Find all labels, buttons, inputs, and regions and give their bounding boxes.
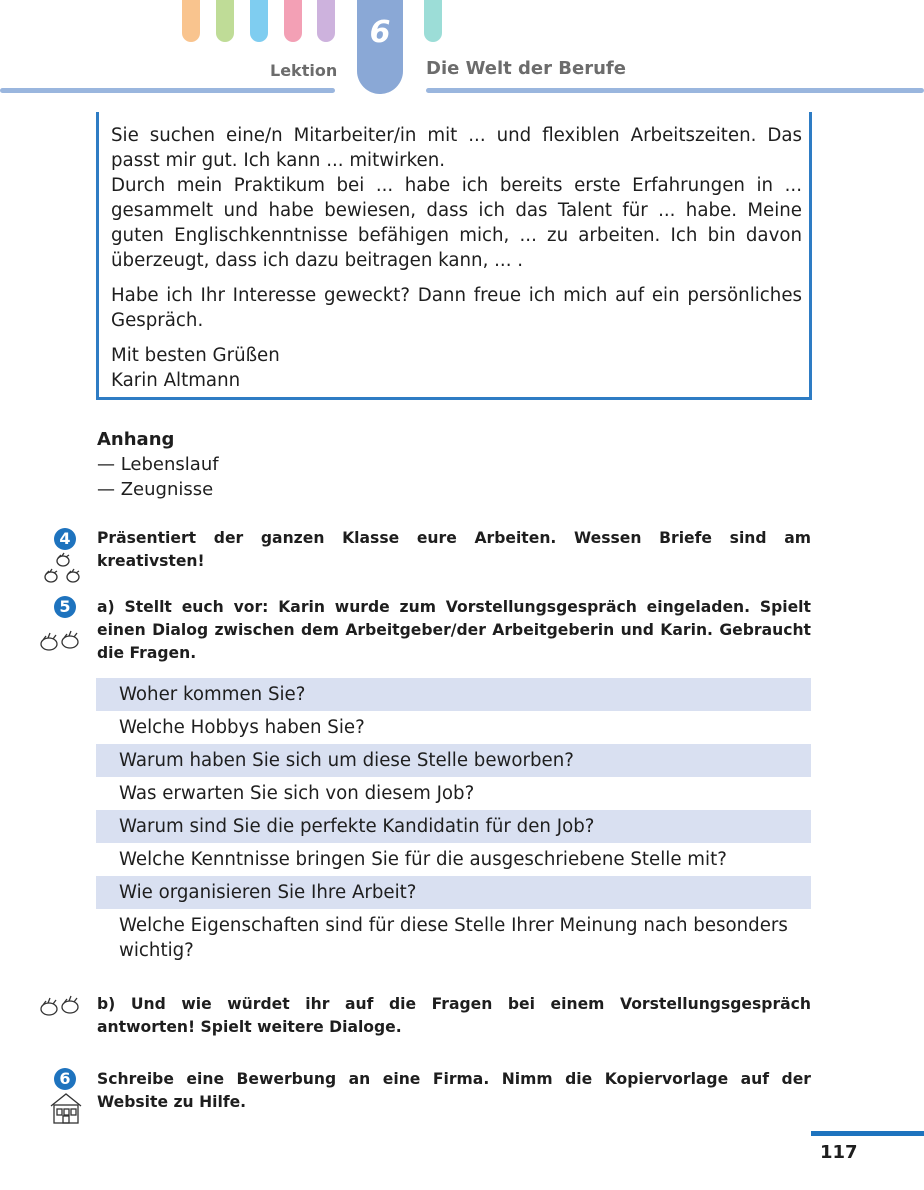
question-row: Warum sind Sie die perfekte Kandidatin für den Job?: [96, 810, 811, 843]
footer-rule: [811, 1131, 924, 1136]
color-tab: [216, 0, 234, 42]
question-row: Woher kommen Sie?: [96, 678, 811, 711]
exercise-number-badge: 6: [54, 1068, 76, 1090]
lesson-label: Lektion: [270, 61, 338, 80]
question-row: Wie organisieren Sie Ihre Arbeit?: [96, 876, 811, 909]
attachments: [97, 427, 219, 502]
letter-closing: Mit besten Grüßen: [111, 345, 280, 366]
exercise-5b-text: b) Und wie würdet ihr auf die Fragen bei einem Vorstellungsgespräch antworten! Spielt weitere Dialoge.: [97, 995, 811, 1036]
pair-work-icon: [38, 995, 82, 1019]
question-row: Welche Kenntnisse bringen Sie für die ausgeschriebene Stelle mit?: [119, 849, 727, 870]
attachments-title: Anhang: [97, 429, 175, 450]
letter-signature: Karin Altmann: [111, 370, 241, 391]
attachment-item: — Lebenslauf: [97, 454, 219, 475]
color-tab: [317, 0, 335, 42]
header-rule-left: [0, 88, 335, 93]
color-tab: [250, 0, 268, 42]
question-row: Welche Eigenschaften sind für diese Stelle Ihrer Meinung nach besonders wichtig?: [119, 915, 788, 961]
question-row: Warum haben Sie sich um diese Stelle beworben?: [96, 744, 811, 777]
question-row: Was erwarten Sie sich von diesem Job?: [119, 783, 475, 804]
chapter-title: Die Welt der Berufe: [426, 58, 626, 79]
exercise-6-text: Schreibe eine Bewerbung an eine Firma. Nimm die Kopiervorlage auf der Website zu Hilfe.: [97, 1070, 811, 1111]
pair-work-icon: [38, 630, 82, 654]
attachment-item: — Zeugnisse: [97, 479, 214, 500]
exercise-4-text: Präsentiert der ganzen Klasse eure Arbeiten. Wessen Briefe sind am kreativsten!: [97, 529, 811, 570]
header-rule-right: [426, 88, 924, 93]
color-tab: [284, 0, 302, 42]
letter-paragraph: Durch mein Praktikum bei ... habe ich bereits erste Erfahrungen in ... gesammelt und habe bewiesen, dass ich das Talent für ... habe. Meine guten Englischkenntnisse befähigen mich, ... zu arbeiten. Ich bin davon überzeugt, dass ich dazu beitragen kann, ... .: [111, 175, 802, 271]
color-tab: [182, 0, 200, 42]
letter-paragraph: Habe ich Ihr Interesse geweckt? Dann freue ich mich auf ein persönliches Gespräch.: [111, 285, 802, 331]
color-tab: [424, 0, 442, 42]
lesson-number-tab: 6: [357, 0, 403, 94]
exercise-5a-text: a) Stellt euch vor: Karin wurde zum Vorstellungsgespräch eingeladen. Spielt einen Dialog zwischen dem Arbeitgeber/der Arbeitgeberin und Karin. Gebraucht die Fragen.: [97, 598, 811, 662]
exercise-number-badge: 5: [54, 596, 76, 618]
exercise-number-badge: 4: [54, 528, 76, 550]
group-work-icon: [42, 552, 84, 588]
question-row: Welche Hobbys haben Sie?: [119, 717, 365, 738]
questions-table: [96, 678, 811, 963]
letter-box: [96, 112, 812, 400]
letter-paragraph: Sie suchen eine/n Mitarbeiter/in mit ... und flexiblen Arbeitszeiten. Das passt mir gut. Ich kann ... mitwirken.: [111, 125, 802, 171]
page-number: 117: [820, 1142, 858, 1163]
homework-house-icon: [48, 1090, 84, 1126]
